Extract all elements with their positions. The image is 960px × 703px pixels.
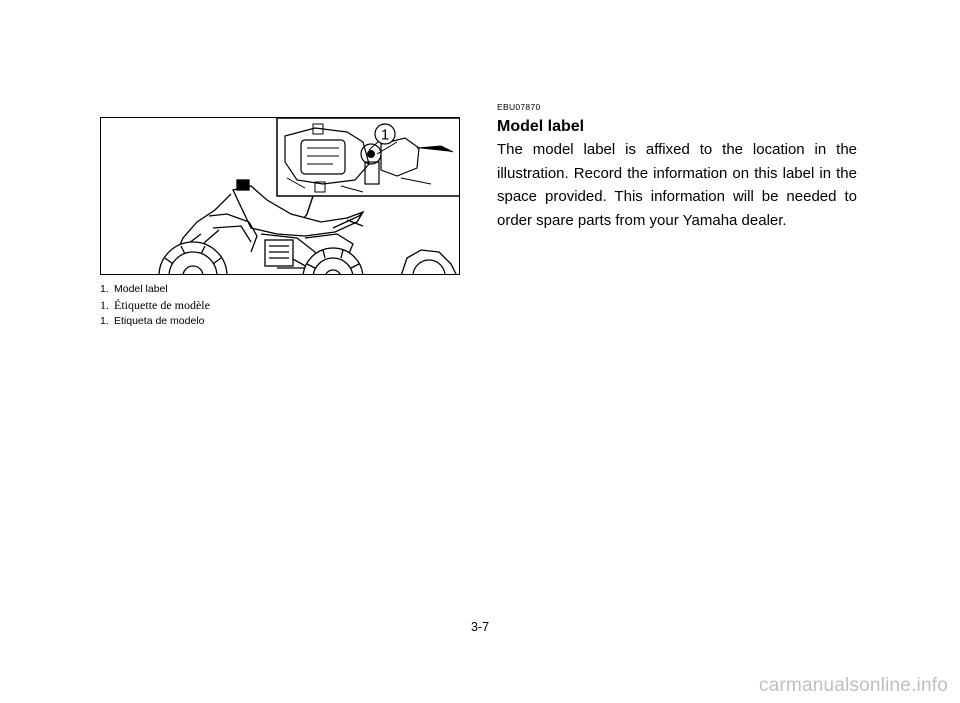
figure-captions <box>100 281 460 329</box>
rear-wheel-partial <box>401 250 457 275</box>
front-wheel <box>159 242 227 275</box>
caption-french <box>100 297 460 313</box>
caption-number: 1. <box>100 283 109 295</box>
section-code: EBU07870 <box>497 102 541 112</box>
caption-text: Model label <box>114 283 168 295</box>
caption-number: 1. <box>100 298 109 312</box>
section-body: The model label is affixed to the location in the illustration. Record the information on this label in the space provided. This information will be needed to order spare parts from your Yamaha dealer. <box>497 141 857 229</box>
page-number: 3-7 <box>470 620 490 634</box>
detail-inset <box>277 118 460 196</box>
atv-illustration <box>100 117 460 275</box>
rear-wheel <box>303 248 363 275</box>
section-title: Model label <box>497 118 585 135</box>
caption-text: Étiquette de modèle <box>114 298 210 312</box>
rear-hub-partial <box>413 260 445 275</box>
caption-number: 1. <box>100 315 109 327</box>
watermark: carmanualsonline.info <box>758 675 948 696</box>
atv-drawing <box>101 118 460 275</box>
caption-english <box>100 281 460 297</box>
caption-text: Etiqueta de modelo <box>114 315 205 327</box>
caption-spanish <box>100 313 460 329</box>
model-label-section <box>497 102 857 232</box>
callout-number: 1 <box>380 126 390 144</box>
